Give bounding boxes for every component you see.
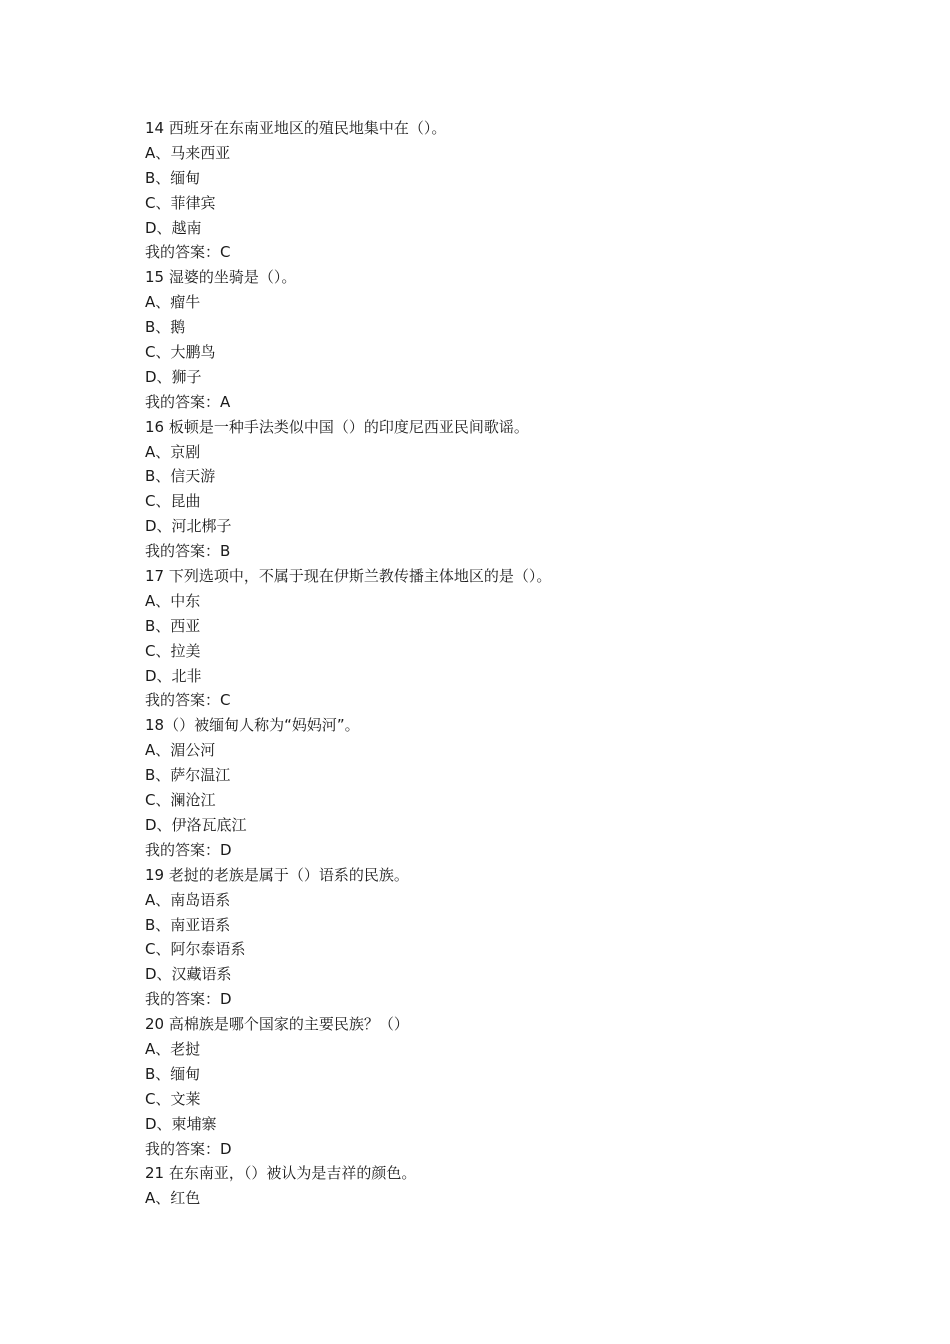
option: A、瘤牛 (145, 293, 201, 312)
answer: 我的答案：C (145, 691, 231, 710)
question-title: 15 湿婆的坐骑是（）。 (145, 268, 297, 287)
question-title: 19 老挝的老族是属于（）语系的民族。 (145, 865, 409, 884)
option: C、拉美 (145, 641, 201, 660)
answer: 我的答案：A (145, 392, 231, 411)
option: C、阿尔泰语系 (145, 940, 246, 959)
option: D、北非 (145, 666, 202, 685)
option: A、京剧 (145, 442, 201, 461)
option: D、狮子 (145, 367, 202, 386)
option: D、河北梆子 (145, 517, 232, 536)
question-title: 21 在东南亚，（）被认为是吉祥的颜色。 (145, 1164, 417, 1183)
option: C、文莱 (145, 1089, 201, 1108)
option: B、缅甸 (145, 168, 201, 187)
answer: 我的答案：D (145, 1139, 232, 1158)
option: C、昆曲 (145, 492, 201, 511)
option: D、汉藏语系 (145, 965, 232, 984)
option: C、大鹏鸟 (145, 343, 216, 362)
question-title: 18（）被缅甸人称为“妈妈河”。 (145, 716, 360, 735)
option: A、马来西亚 (145, 143, 231, 162)
option: A、湄公河 (145, 741, 216, 760)
question-list (145, 116, 845, 1211)
option: D、伊洛瓦底江 (145, 815, 247, 834)
option: B、南亚语系 (145, 915, 231, 934)
option: B、西亚 (145, 616, 201, 635)
option: A、南岛语系 (145, 890, 231, 909)
option: B、鹅 (145, 318, 186, 337)
option: A、红色 (145, 1189, 201, 1208)
option: C、澜沧江 (145, 791, 216, 810)
question-title: 16 板顿是一种手法类似中国（）的印度尼西亚民间歌谣。 (145, 417, 529, 436)
option: B、信天游 (145, 467, 216, 486)
answer: 我的答案：D (145, 990, 232, 1009)
answer: 我的答案：C (145, 243, 231, 262)
option: D、越南 (145, 218, 202, 237)
answer: 我的答案：B (145, 542, 231, 561)
question-title: 17 下列选项中，不属于现在伊斯兰教传播主体地区的是（）。 (145, 567, 552, 586)
option: A、中东 (145, 591, 201, 610)
answer: 我的答案：D (145, 840, 232, 859)
question-title: 20 高棉族是哪个国家的主要民族？（） (145, 1015, 409, 1034)
question-title: 14 西班牙在东南亚地区的殖民地集中在（）。 (145, 119, 447, 137)
option: B、缅甸 (145, 1064, 201, 1083)
option: B、萨尔温江 (145, 766, 231, 785)
option: A、老挝 (145, 1039, 201, 1058)
option: D、柬埔寨 (145, 1114, 217, 1133)
option: C、菲律宾 (145, 193, 216, 212)
